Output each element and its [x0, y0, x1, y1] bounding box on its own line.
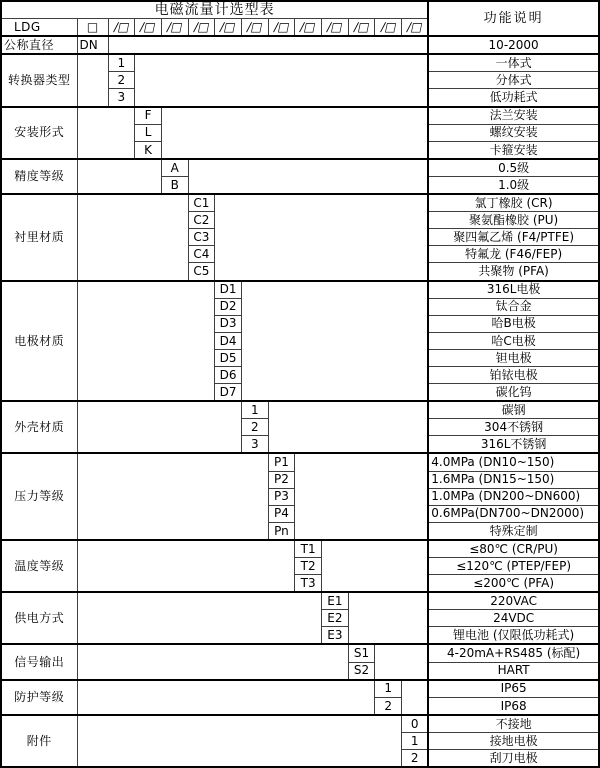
model-code-slash-box-icon: /□	[245, 19, 265, 34]
description-cell: 特氟龙 (F46/FEP)	[428, 246, 599, 263]
category-label: 公称直径	[1, 36, 77, 54]
category-label: 信号输出	[1, 644, 77, 679]
code-cell: P1	[268, 453, 295, 471]
spacer-cell	[348, 592, 428, 644]
description-cell: 一体式	[428, 54, 599, 72]
code-cell: P2	[268, 471, 295, 488]
category-label: 安装形式	[1, 107, 77, 159]
code-cell: 1	[241, 401, 268, 419]
code-cell: E1	[322, 592, 349, 610]
model-code-slash-box-icon: /□	[138, 19, 158, 34]
description-cell: 法兰安装	[428, 107, 599, 125]
model-code-cell	[161, 19, 188, 37]
model-code-cell	[108, 19, 135, 37]
model-code-slash-box-icon: /□	[165, 19, 184, 34]
code-cell: K	[135, 141, 162, 159]
spacer-cell	[108, 36, 428, 54]
model-code-cell	[348, 19, 375, 37]
model-code-cell	[268, 19, 295, 37]
code-cell: Pn	[268, 522, 295, 540]
code-cell: E3	[322, 627, 349, 645]
description-cell: ≤120℃ (PTEP/FEP)	[428, 558, 599, 575]
code-cell: 1	[108, 54, 135, 72]
code-cell: T3	[295, 575, 322, 593]
category-label: 温度等级	[1, 540, 77, 592]
code-cell: 2	[108, 72, 135, 89]
description-cell: 刮刀电极	[428, 750, 599, 768]
description-cell: 聚氨酯橡胶 (PU)	[428, 212, 599, 229]
spacer-cell	[77, 453, 268, 539]
function-column-header: 功能说明	[428, 1, 599, 36]
description-cell: 特殊定制	[428, 522, 599, 540]
code-cell: D6	[215, 366, 242, 383]
code-cell: D1	[215, 281, 242, 299]
description-cell: 碳钢	[428, 401, 599, 419]
code-cell: P4	[268, 505, 295, 522]
description-cell: 316L不锈钢	[428, 436, 599, 454]
description-cell: 螺纹安装	[428, 124, 599, 141]
model-code-slash-box-icon: /□	[192, 19, 211, 34]
description-cell: 聚四氟乙烯 (F4/PTFE)	[428, 229, 599, 246]
description-cell: IP65	[428, 680, 599, 698]
description-cell: 1.6MPa (DN15~150)	[428, 471, 599, 488]
description-cell: ≤200℃ (PFA)	[428, 575, 599, 593]
description-cell: 10-2000	[428, 36, 599, 54]
code-cell: P3	[268, 488, 295, 505]
spacer-cell	[295, 453, 428, 539]
model-code-cell	[135, 19, 162, 37]
description-cell: 氯丁橡胶 (CR)	[428, 194, 599, 212]
code-cell: T1	[295, 540, 322, 558]
code-cell: 0	[402, 715, 429, 733]
code-cell: F	[135, 107, 162, 125]
description-cell: 接地电极	[428, 732, 599, 749]
spacer-cell	[375, 644, 428, 679]
spacer-cell	[77, 54, 108, 106]
description-cell: 220VAC	[428, 592, 599, 610]
code-cell: D4	[215, 332, 242, 349]
description-cell: 低功耗式	[428, 89, 599, 107]
code-cell: DN	[77, 36, 108, 54]
spacer-cell	[268, 401, 428, 453]
model-code-cell	[375, 19, 402, 37]
model-code-cell	[402, 19, 429, 37]
table-title: 电磁流量计选型表	[1, 1, 428, 19]
model-code-slash-box-icon: /□	[352, 19, 371, 34]
code-cell: 2	[375, 697, 402, 715]
spacer-cell	[77, 592, 322, 644]
description-cell: 分体式	[428, 72, 599, 89]
code-cell: 2	[402, 750, 429, 768]
model-code-slash-box-icon: /□	[112, 19, 131, 34]
description-cell: 1.0级	[428, 176, 599, 194]
description-cell: 不接地	[428, 715, 599, 733]
description-cell: 铂铱电极	[428, 366, 599, 383]
category-label: 防护等级	[1, 680, 77, 715]
description-cell: 1.0MPa (DN200~DN600)	[428, 488, 599, 505]
description-cell: 卡箍安装	[428, 141, 599, 159]
description-cell: 4.0MPa (DN10~150)	[428, 453, 599, 471]
code-cell: 1	[375, 680, 402, 698]
description-cell: 锂电池 (仅限低功耗式)	[428, 627, 599, 645]
model-code-cell	[322, 19, 349, 37]
code-cell: D2	[215, 298, 242, 315]
category-label: 转换器类型	[1, 54, 77, 106]
description-cell: 0.6MPa(DN700~DN2000)	[428, 505, 599, 522]
model-prefix-label: LDG	[1, 19, 77, 37]
model-code-cell	[241, 19, 268, 37]
code-cell: T2	[295, 558, 322, 575]
code-cell: E2	[322, 610, 349, 627]
spacer-cell	[402, 680, 429, 715]
model-code-cell	[215, 19, 242, 37]
spacer-cell	[77, 159, 161, 194]
description-cell: 钽电极	[428, 349, 599, 366]
model-code-box-icon: □	[86, 19, 99, 34]
category-label: 供电方式	[1, 592, 77, 644]
spacer-cell	[77, 715, 402, 767]
code-cell: 2	[241, 419, 268, 436]
code-cell: D5	[215, 349, 242, 366]
description-cell: 哈C电极	[428, 332, 599, 349]
spacer-cell	[135, 54, 429, 106]
code-cell: 1	[402, 732, 429, 749]
spacer-cell	[188, 159, 428, 194]
model-code-slash-box-icon: /□	[272, 19, 291, 34]
spacer-cell	[161, 107, 428, 159]
code-cell: A	[161, 159, 188, 177]
spacer-cell	[77, 107, 135, 159]
code-cell: C2	[188, 212, 215, 229]
model-code-slash-box-icon: /□	[325, 19, 345, 34]
description-cell: ≤80℃ (CR/PU)	[428, 540, 599, 558]
description-cell: 316L电极	[428, 281, 599, 299]
description-cell: 碳化钨	[428, 384, 599, 402]
category-label: 附件	[1, 715, 77, 767]
code-cell: C3	[188, 229, 215, 246]
spacer-cell	[77, 680, 375, 715]
category-label: 精度等级	[1, 159, 77, 194]
model-code-cell	[188, 19, 215, 37]
spacer-cell	[322, 540, 429, 592]
spacer-cell	[77, 281, 215, 402]
description-cell: 304不锈钢	[428, 419, 599, 436]
description-cell: HART	[428, 662, 599, 680]
description-cell: 哈B电极	[428, 315, 599, 332]
category-label: 电极材质	[1, 281, 77, 402]
spacer-cell	[77, 194, 188, 280]
code-cell: C4	[188, 246, 215, 263]
description-cell: 钛合金	[428, 298, 599, 315]
code-cell: S2	[348, 662, 375, 680]
description-cell: 共聚物 (PFA)	[428, 263, 599, 281]
code-cell: L	[135, 124, 162, 141]
model-code-slash-box-icon: /□	[379, 19, 398, 34]
category-label: 外壳材质	[1, 401, 77, 453]
description-cell: 24VDC	[428, 610, 599, 627]
spacer-cell	[77, 644, 348, 679]
category-label: 压力等级	[1, 453, 77, 539]
code-cell: C1	[188, 194, 215, 212]
code-cell: B	[161, 176, 188, 194]
spacer-cell	[77, 401, 241, 453]
code-cell: S1	[348, 644, 375, 662]
spacer-cell	[215, 194, 429, 280]
spacer-cell	[77, 540, 295, 592]
model-code-cell	[77, 19, 108, 37]
description-cell: IP68	[428, 697, 599, 715]
code-cell: D3	[215, 315, 242, 332]
category-label: 衬里材质	[1, 194, 77, 280]
code-cell: C5	[188, 263, 215, 281]
code-cell: 3	[241, 436, 268, 454]
model-code-slash-box-icon: /□	[218, 19, 238, 34]
description-cell: 4-20mA+RS485 (标配)	[428, 644, 599, 662]
model-code-slash-box-icon: /□	[299, 19, 318, 34]
spacer-cell	[241, 281, 428, 402]
model-code-cell	[295, 19, 322, 37]
description-cell: 0.5级	[428, 159, 599, 177]
code-cell: D7	[215, 384, 242, 402]
model-code-slash-box-icon: /□	[405, 19, 424, 34]
code-cell: 3	[108, 89, 135, 107]
